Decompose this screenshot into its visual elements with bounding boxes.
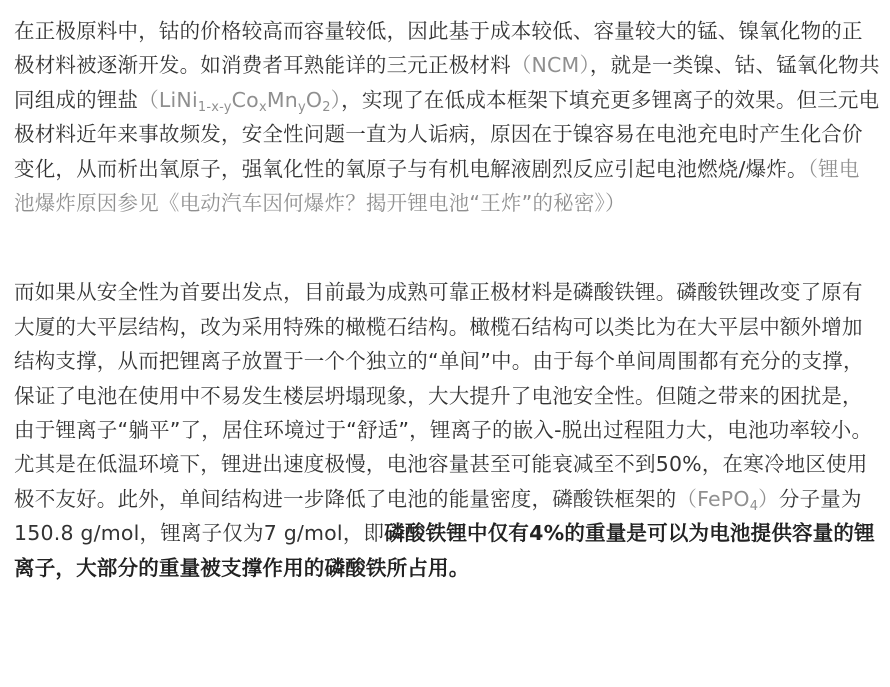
formula-subscript: 2	[322, 99, 331, 115]
formula-part: O	[305, 87, 323, 112]
formula-part: Co	[231, 87, 259, 112]
paragraph-text: ，实现了在低成本框架下填充更多锂离子的效果。但三元电极材料近年来事故频发，安全性问题一直为人诟病，原因在于镍容易在电池充电时产生化合价变化，从而析出氧原子，强氧化性的氧原子与有机电解液剧烈反应引起电池燃烧/爆炸。	[14, 87, 880, 181]
chemical-formula-ncm	[138, 87, 342, 115]
formula-part: ）	[758, 486, 779, 511]
paragraph-text: 在正极原料中，钴的价格较高而容量较低，因此基于成本较低、容量较大的锰、镍氧化物的正极材料被逐渐开发。如消费者耳熟能详的三元正极材料	[14, 19, 863, 78]
formula-subscript: x	[258, 99, 267, 115]
ncm-abbreviation: （NCM）	[510, 53, 590, 78]
formula-subscript: y	[297, 99, 306, 115]
paragraph-lfp	[14, 220, 880, 585]
paragraph-text: ，就是一类镍、钴、锰氧化物共同组成的锂盐	[14, 53, 880, 112]
chemical-formula-fepo4	[676, 486, 779, 514]
article-body	[14, 0, 880, 585]
formula-subscript: 1-x-y	[197, 99, 232, 115]
formula-subscript: 4	[749, 498, 759, 514]
formula-part: （LiNi	[138, 87, 198, 112]
reference-note-link[interactable]: （锂电池爆炸原因参见《电动汽车因何爆炸？揭开锂电池“王炸”的秘密》）	[14, 156, 860, 216]
formula-part: Mn	[266, 87, 298, 112]
formula-part: （FePO	[676, 486, 750, 511]
bold-conclusion: 磷酸铁锂中仅有4%的重量是可以为电池提供容量的锂离子，大部分的重量被支撑作用的磷酸铁所占用。	[14, 521, 875, 580]
paragraph-text: 而如果从安全性为首要出发点，目前最为成熟可靠正极材料是磷酸铁锂。磷酸铁锂改变了原有大厦的大平层结构，改为采用特殊的橄榄石结构。橄榄石结构可以类比为在大平层中额外增加结构支撑，从而把锂离子放置于一个个独立的“单间”中。由于每个单间周围都有充分的支撑，保证了电池在使用中不易发生楼层坍塌现象，大大提升了电池安全性。但随之带来的困扰是，由于锂离子“躺平”了，居住环境过于“舒适”，锂离子的嵌入-脱出过程阻力大，电池功率较小。尤其是在低温环境下，锂进出速度极慢，电池容量甚至可能衰减至不到50%，在寒冷地区使用极不友好。此外，单间结构进一步降低了电池的能量密度，磷酸铁框架的	[14, 280, 873, 511]
paragraph-ncm	[14, 0, 880, 220]
formula-part: ）	[330, 87, 342, 112]
paragraph-text: 分子量为150.8 g/mol，锂离子仅为7 g/mol，即	[14, 486, 862, 546]
